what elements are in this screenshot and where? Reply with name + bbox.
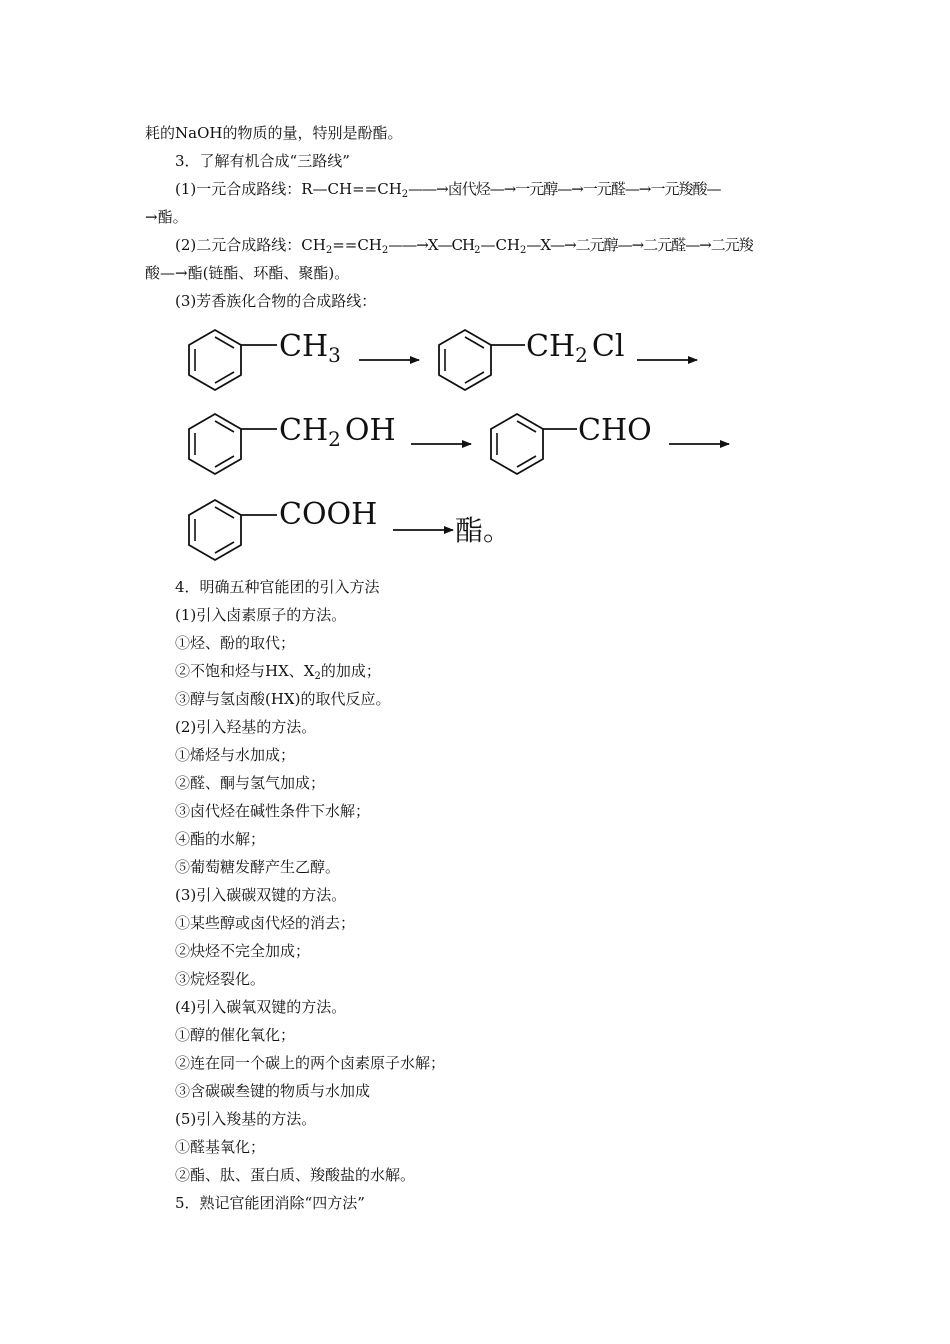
- list-item: (3)引入碳碳双键的方法。: [175, 886, 347, 904]
- subscript: 2: [325, 245, 333, 256]
- heading-three-routes: [175, 151, 350, 171]
- route-2-line-cont: [145, 263, 349, 283]
- list-item: ①烯烃与水加成；: [175, 746, 296, 764]
- list-item: ②醛、酮与氢气加成；: [175, 774, 326, 792]
- text-content: 耗的NaOH的物质的量，特别是酚酯。: [145, 124, 403, 142]
- group-ch2cl: $CH_2$ Cl: [526, 329, 625, 367]
- list-item: (4)引入碳氧双键的方法。: [175, 998, 347, 1016]
- group-ch2oh: $CH_2$ OH: [279, 413, 396, 451]
- list-item: ①醇的催化氧化；: [175, 1026, 296, 1044]
- list-item: ③烷烃裂化。: [175, 970, 266, 988]
- list-item: ②酯、肽、蛋白质、羧酸盐的水解。: [175, 1166, 416, 1184]
- subscript: 2: [401, 189, 409, 200]
- ester-label: 酯。: [455, 514, 512, 547]
- list-item: 5．熟记官能团消除“四方法”: [175, 1194, 365, 1212]
- text-content: (3)芳香族化合物的合成路线：: [175, 292, 377, 310]
- group-cooh: COOH: [279, 497, 378, 532]
- text-content: —X—→二元醇—→二元醛—→二元羧: [526, 236, 753, 254]
- list-item: ③醇与氢卤酸(HX)的取代反应。: [175, 690, 391, 708]
- list-item: ④酯的水解；: [175, 830, 266, 848]
- list-item: ③卤代烃在碱性条件下水解；: [175, 802, 371, 820]
- text-content: (1)一元合成路线：R—CH==CH: [175, 180, 402, 198]
- route-1-line: [175, 179, 720, 205]
- list-item: (1)引入卤素原子的方法。: [175, 606, 347, 624]
- list-item: (2)引入羟基的方法。: [175, 718, 317, 736]
- text-content: ——→卤代烃—→一元醇—→一元醛—→一元羧酸—: [408, 180, 721, 198]
- subscript: 2: [381, 245, 389, 256]
- text-content: ——→X—CH: [388, 236, 475, 254]
- list-item: ⑤葡萄糖发酵产生乙醇。: [175, 858, 341, 876]
- benzene-ring-benzyl-chloride: [439, 330, 525, 390]
- benzene-ring-benzaldehyde: [491, 414, 577, 474]
- text-content: →酯。: [145, 208, 188, 226]
- text-content: 3．了解有机合成“三路线”: [175, 152, 350, 170]
- list-item: [175, 661, 381, 687]
- text-line-1: [145, 123, 402, 143]
- list-item: ①醛基氧化；: [175, 1138, 266, 1156]
- list-item: ①某些醇或卤代烃的消去；: [175, 914, 356, 932]
- route-1-line-cont: [145, 207, 188, 227]
- group-ch3: $CH_3$: [279, 329, 341, 367]
- benzene-ring-benzyl-alcohol: [189, 414, 277, 474]
- text-content: (2)二元合成路线：CH: [175, 236, 326, 254]
- subscript: 2: [314, 671, 321, 682]
- benzene-ring-toluene: [189, 330, 277, 390]
- group-cho: CHO: [578, 413, 652, 448]
- subscript: 2: [474, 245, 481, 256]
- subscript: 2: [520, 245, 527, 256]
- list-item: (5)引入羧基的方法。: [175, 1110, 317, 1128]
- list-item: ②连在同一个碳上的两个卤素原子水解；: [175, 1054, 446, 1072]
- route-2-line: [175, 235, 753, 261]
- text-content: 的加成；: [320, 662, 381, 680]
- text-content: —CH: [480, 236, 521, 254]
- benzene-ring-benzoic-acid: [189, 500, 277, 560]
- aromatic-synthesis-scheme: [175, 318, 745, 570]
- text-content: ②不饱和烃与HX、X: [175, 662, 315, 680]
- text-content: ==CH: [332, 236, 382, 254]
- list-item: ③含碳碳叁键的物质与水加成: [175, 1082, 371, 1100]
- list-item: 4．明确五种官能团的引入方法: [175, 578, 380, 596]
- list-item: ②炔烃不完全加成；: [175, 942, 311, 960]
- text-content: 酸—→酯(链酯、环酯、聚酯)。: [145, 264, 350, 282]
- route-3-line: [175, 291, 376, 311]
- list-item: ①烃、酚的取代；: [175, 634, 296, 652]
